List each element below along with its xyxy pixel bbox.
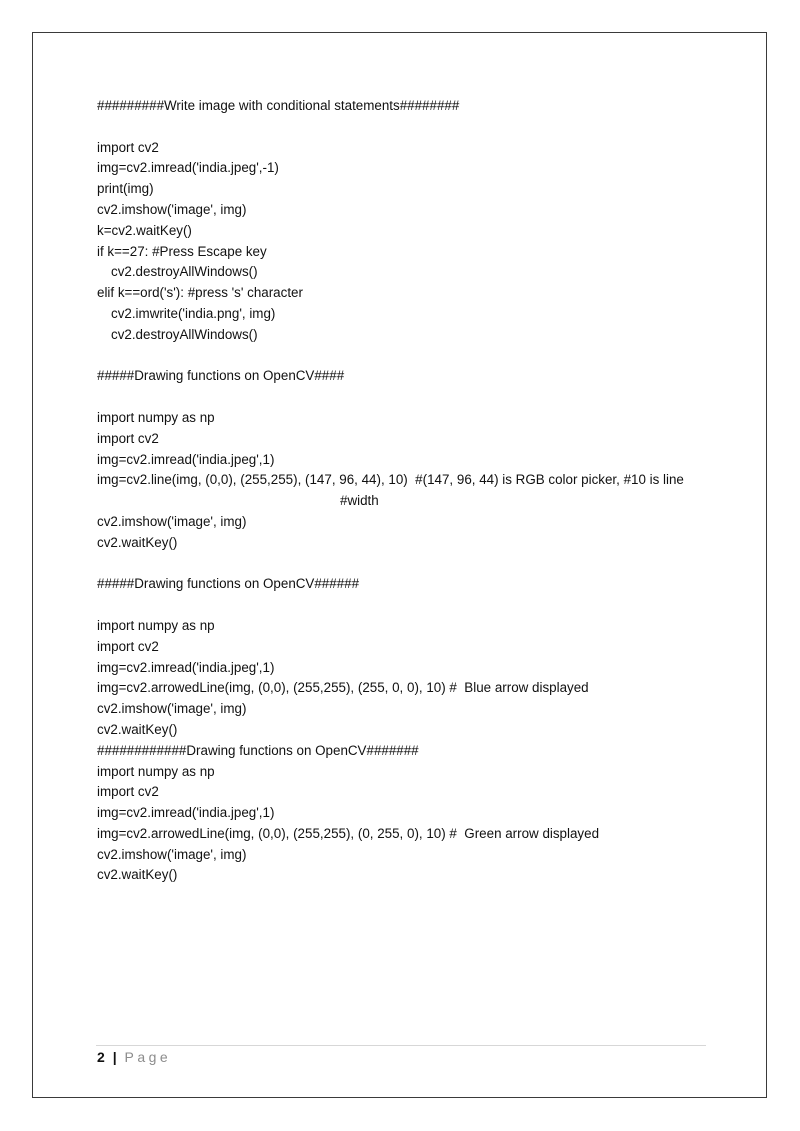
code-line: import numpy as np	[97, 617, 215, 633]
code-line: img=cv2.imread('india.jpeg',1)	[97, 805, 275, 821]
code-line: cv2.destroyAllWindows()	[111, 264, 258, 280]
blank-line	[97, 346, 737, 367]
section-heading-drawing-functions: ############Drawing functions on OpenCV#######	[97, 742, 419, 758]
code-line: import cv2	[97, 430, 159, 446]
code-line-wrapped-comment: #width	[340, 493, 379, 509]
code-line: import cv2	[97, 139, 159, 155]
page-label: Page	[124, 1049, 172, 1065]
code-line: cv2.imshow('image', img)	[97, 701, 247, 717]
code-line: img=cv2.line(img, (0,0), (255,255), (147, 96, 44), 10) #(147, 96, 44) is RGB color picker, #10 is line	[97, 472, 684, 488]
page-number: 2	[97, 1049, 105, 1065]
section-heading-drawing-functions: #####Drawing functions on OpenCV####	[97, 368, 345, 384]
code-line: cv2.imshow('image', img)	[97, 846, 247, 862]
code-line: cv2.imwrite('india.png', img)	[111, 305, 276, 321]
blank-line	[97, 117, 737, 138]
code-line: import numpy as np	[97, 763, 215, 779]
code-line: cv2.waitKey()	[97, 534, 178, 550]
document-body	[97, 96, 737, 886]
blank-line	[97, 554, 737, 575]
code-line: img=cv2.imread('india.jpeg',1)	[97, 659, 275, 675]
page-footer	[97, 1049, 171, 1065]
code-line: img=cv2.imread('india.jpeg',1)	[97, 451, 275, 467]
code-line: img=cv2.imread('india.jpeg',-1)	[97, 160, 279, 176]
footer-separator: |	[112, 1049, 117, 1065]
footer-divider	[96, 1045, 706, 1046]
code-line: cv2.waitKey()	[97, 721, 178, 737]
code-line: img=cv2.arrowedLine(img, (0,0), (255,255), (255, 0, 0), 10) # Blue arrow displayed	[97, 680, 589, 696]
blank-line	[97, 387, 737, 408]
code-line: cv2.imshow('image', img)	[97, 513, 247, 529]
code-line: cv2.imshow('image', img)	[97, 201, 247, 217]
code-line: import numpy as np	[97, 409, 215, 425]
code-line: import cv2	[97, 638, 159, 654]
code-line: cv2.destroyAllWindows()	[111, 326, 258, 342]
section-heading-drawing-functions: #####Drawing functions on OpenCV######	[97, 576, 360, 592]
code-line: print(img)	[97, 181, 154, 197]
code-line: k=cv2.waitKey()	[97, 222, 192, 238]
blank-line	[97, 595, 737, 616]
code-line: cv2.waitKey()	[97, 867, 178, 883]
code-line: img=cv2.arrowedLine(img, (0,0), (255,255), (0, 255, 0), 10) # Green arrow displayed	[97, 825, 600, 841]
code-line: import cv2	[97, 784, 159, 800]
code-line: if k==27: #Press Escape key	[97, 243, 267, 259]
section-heading-write-image: #########Write image with conditional statements########	[97, 98, 460, 113]
code-line: elif k==ord('s'): #press 's' character	[97, 285, 303, 301]
